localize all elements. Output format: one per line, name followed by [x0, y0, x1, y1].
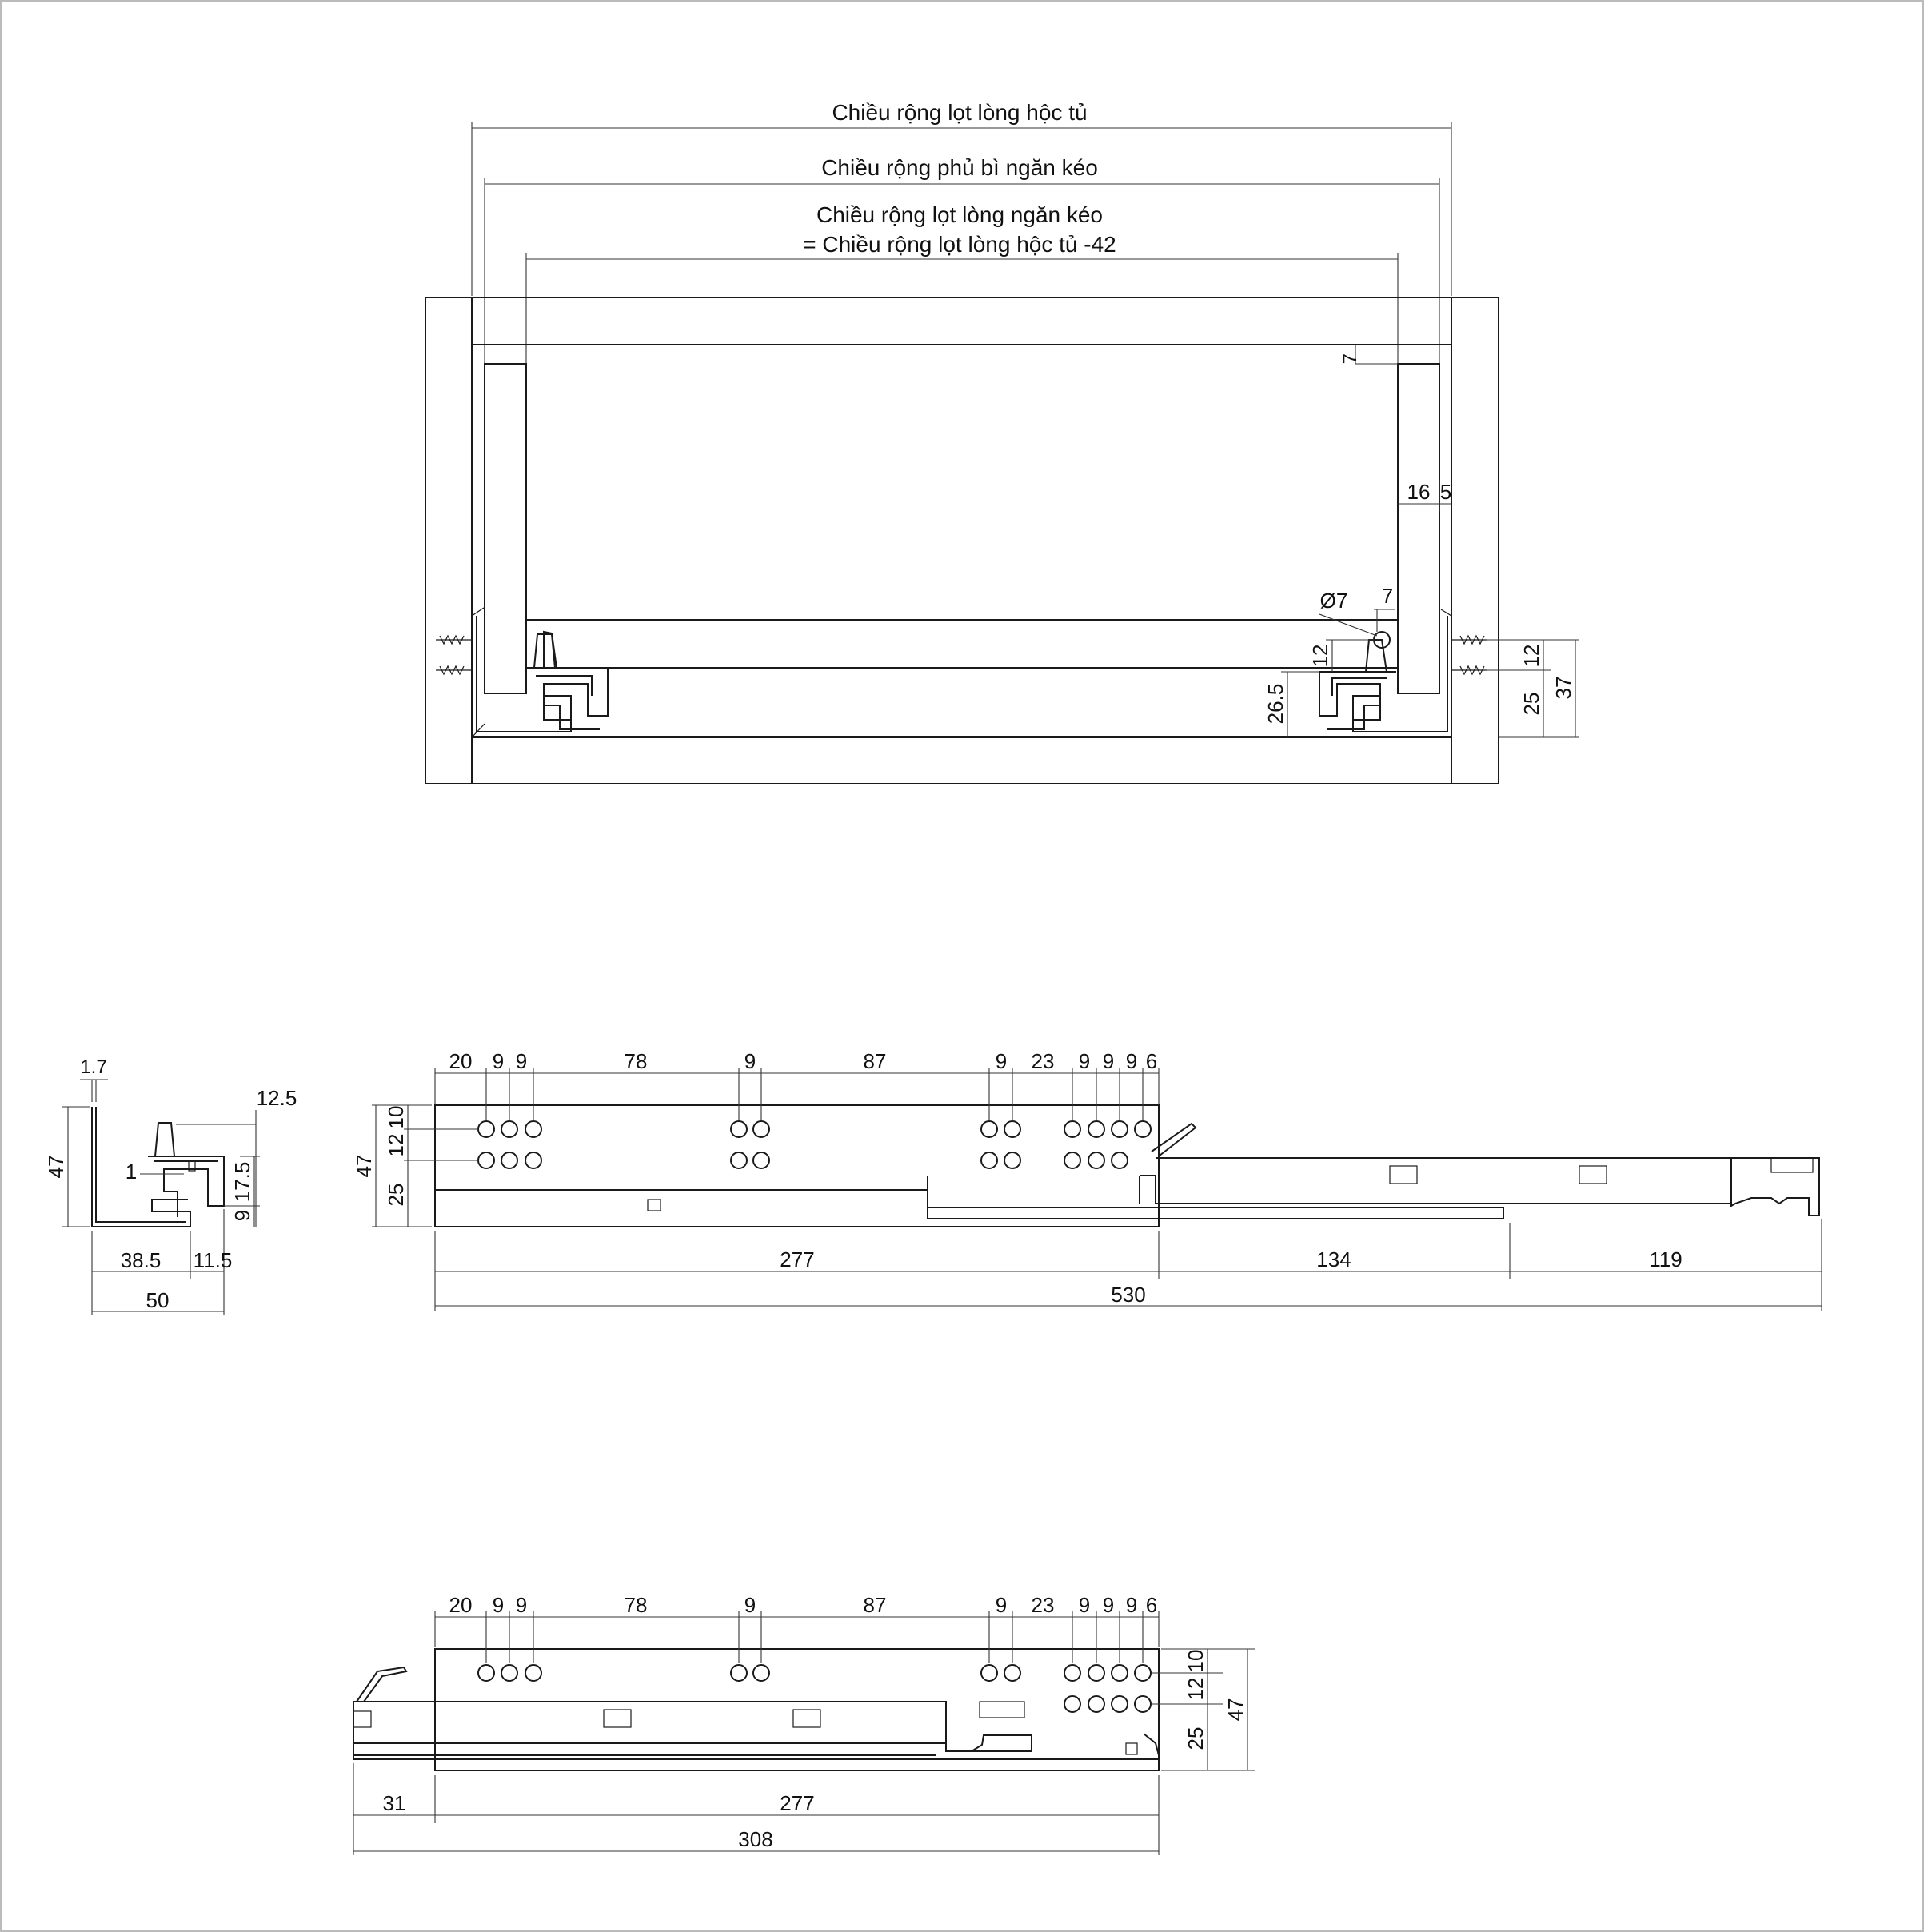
runner-profile-view [44, 1056, 297, 1315]
profile-dim-11-5: 11.5 [193, 1248, 233, 1272]
runner-extended-view [352, 1049, 1822, 1311]
ext-dim-277: 277 [780, 1247, 815, 1271]
dim-26-5: 26.5 [1263, 683, 1287, 724]
ext-dim-530: 530 [1111, 1283, 1146, 1307]
runner-profile-left [472, 608, 608, 737]
dim-7-top: 7 [1339, 353, 1361, 365]
ext-dim-23: 23 [1031, 1049, 1055, 1073]
sheet-border [1, 1, 1923, 1931]
cls-dim-47: 47 [1223, 1698, 1247, 1722]
cls-dim-9f: 9 [1102, 1593, 1115, 1617]
cls-dim-9g: 9 [1125, 1593, 1138, 1617]
drawer-side-left [485, 364, 526, 693]
cls-dim-20: 20 [449, 1593, 473, 1617]
runner-closed-view [353, 1593, 1255, 1855]
dim-12-left: 12 [1308, 644, 1332, 668]
profile-dim-50: 50 [146, 1288, 170, 1312]
ext-dim-9d: 9 [995, 1049, 1008, 1073]
dim-phi7: Ø7 [1319, 589, 1348, 613]
cls-dim-10: 10 [1184, 1649, 1207, 1673]
holes-closed [478, 1665, 1151, 1712]
dim-16: 16 [1407, 480, 1431, 504]
cls-dim-31: 31 [382, 1791, 406, 1815]
ext-dim-12: 12 [384, 1133, 408, 1157]
ext-dim-9e: 9 [1078, 1049, 1091, 1073]
ext-dim-9g: 9 [1125, 1049, 1138, 1073]
dim-37: 37 [1551, 676, 1575, 700]
ext-dim-25: 25 [384, 1183, 408, 1207]
ext-dim-9f: 9 [1102, 1049, 1115, 1073]
cls-dim-6: 6 [1145, 1593, 1158, 1617]
profile-dim-47: 47 [44, 1155, 68, 1179]
drawer-inner-width-label-1: Chiều rộng lọt lòng ngăn kéo [816, 202, 1104, 227]
ext-dim-20: 20 [449, 1049, 473, 1073]
profile-dim-12-5: 12.5 [256, 1086, 297, 1110]
cls-dim-12: 12 [1184, 1677, 1207, 1701]
cls-dim-308: 308 [738, 1827, 773, 1851]
drawer-side-right [1398, 364, 1439, 693]
ext-dim-10: 10 [384, 1105, 408, 1129]
drawer-overall-width-label: Chiều rộng phủ bì ngăn kéo [821, 155, 1098, 180]
profile-dim-17-5: 17.5 [230, 1161, 254, 1203]
cls-dim-277: 277 [780, 1791, 815, 1815]
profile-dim-38-5: 38.5 [120, 1248, 162, 1272]
cls-dim-9b: 9 [515, 1593, 528, 1617]
cls-dim-78: 78 [624, 1593, 648, 1617]
cls-dim-9a: 9 [492, 1593, 505, 1617]
ext-dim-119: 119 [1649, 1247, 1683, 1271]
ext-dim-134: 134 [1316, 1247, 1351, 1271]
cls-dim-9d: 9 [995, 1593, 1008, 1617]
cls-dim-87: 87 [863, 1593, 887, 1617]
ext-dim-78: 78 [624, 1049, 648, 1073]
cabinet-width-label: Chiều rộng lọt lòng hộc tủ [832, 100, 1088, 125]
ext-dim-9a: 9 [492, 1049, 505, 1073]
ext-dim-6: 6 [1145, 1049, 1158, 1073]
cls-dim-9c: 9 [744, 1593, 756, 1617]
screw-right-bottom [1451, 666, 1487, 674]
screw-right-top [1451, 636, 1487, 644]
holes-extended [478, 1121, 1151, 1168]
dim-5: 5 [1439, 480, 1452, 504]
dim-12-right: 12 [1519, 644, 1543, 668]
ext-dim-9c: 9 [744, 1049, 756, 1073]
screw-left-bottom [436, 666, 472, 674]
profile-dim-1-7: 1.7 [80, 1056, 107, 1078]
runner-profile-right [1319, 609, 1451, 732]
cls-dim-25: 25 [1184, 1726, 1207, 1750]
ext-dim-9b: 9 [515, 1049, 528, 1073]
profile-dim-9: 9 [230, 1209, 254, 1222]
cls-dim-9e: 9 [1078, 1593, 1091, 1617]
cls-dim-23: 23 [1031, 1593, 1055, 1617]
dim-7-right: 7 [1381, 584, 1394, 608]
ext-dim-87: 87 [863, 1049, 887, 1073]
screw-left-top [436, 636, 472, 644]
profile-dim-1: 1 [125, 1160, 138, 1184]
ext-dim-47: 47 [352, 1154, 376, 1178]
drawer-inner-width-label-2: = Chiều rộng lọt lòng hộc tủ -42 [803, 232, 1116, 257]
dim-25: 25 [1519, 692, 1543, 716]
front-section-view [425, 100, 1579, 784]
